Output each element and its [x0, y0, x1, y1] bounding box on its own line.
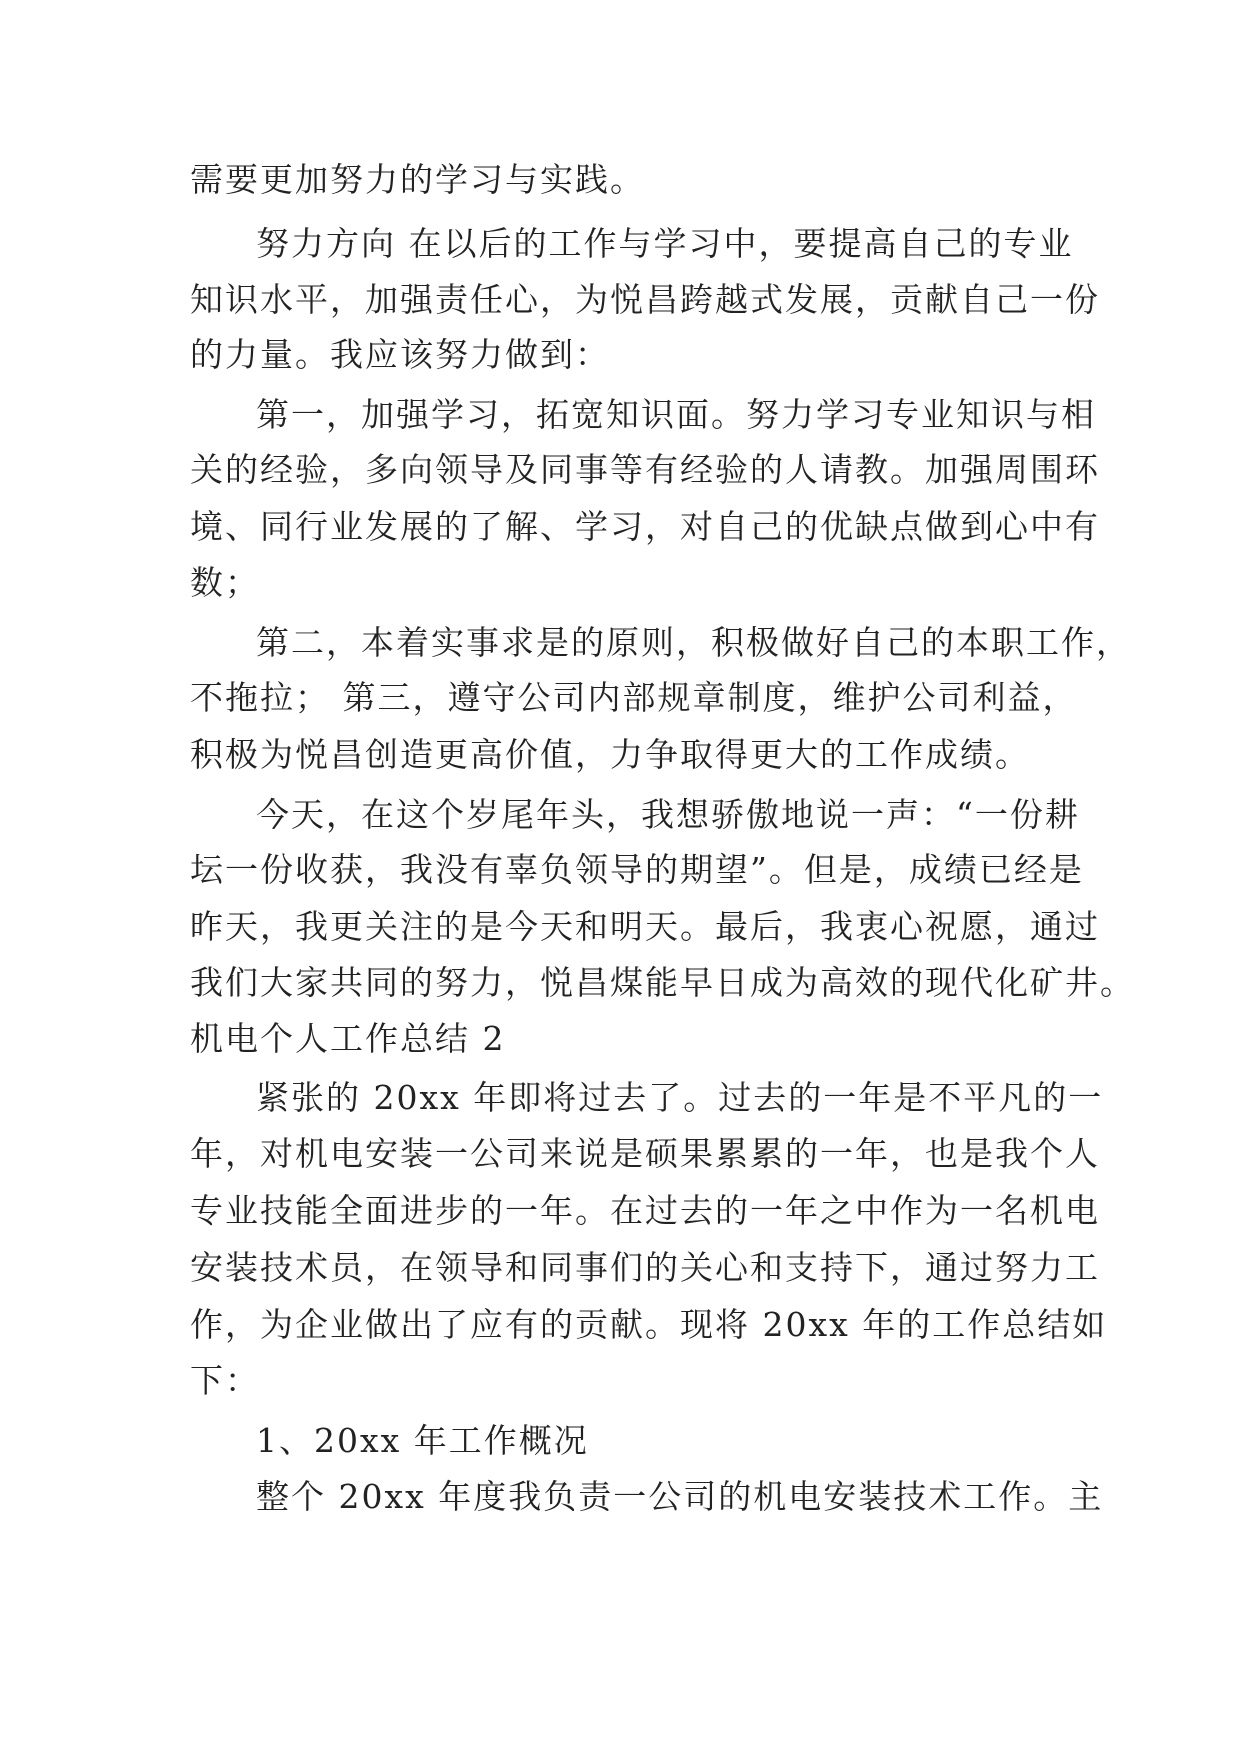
- text-line: 年，对机电安装一公司来说是硕果累累的一年，也是我个人: [190, 1134, 1100, 1173]
- text-line: 努力方向 在以后的工作与学习中，要提高自己的专业: [256, 224, 1074, 263]
- text-line: 整个 20xx 年度我负责一公司的机电安装技术工作。主: [256, 1477, 1104, 1516]
- list-item-heading: 1、20xx 年工作概况: [256, 1421, 589, 1460]
- text-line: 知识水平，加强责任心，为悦昌跨越式发展，贡献自己一份: [190, 280, 1100, 319]
- text-line: 我们大家共同的努力，悦昌煤能早日成为高效的现代化矿井。: [190, 963, 1135, 1002]
- text-line: 坛一份收获，我没有辜负领导的期望”。但是，成绩已经是: [190, 850, 1084, 889]
- text-line: 作，为企业做出了应有的贡献。现将 20xx 年的工作总结如: [190, 1305, 1108, 1344]
- text-line: 数；: [190, 563, 260, 602]
- text-line: 紧张的 20xx 年即将过去了。过去的一年是不平凡的一: [256, 1078, 1104, 1117]
- text-line: 关的经验，多向领导及同事等有经验的人请教。加强周围环: [190, 450, 1100, 489]
- text-line: 积极为悦昌创造更高价值，力争取得更大的工作成绩。: [190, 735, 1030, 774]
- text-line: 下：: [190, 1361, 260, 1400]
- text-line: 的力量。我应该努力做到：: [190, 335, 610, 374]
- text-line: 需要更加努力的学习与实践。: [190, 160, 645, 199]
- text-line: 第二，本着实事求是的原则，积极做好自己的本职工作，: [256, 623, 1131, 662]
- text-line: 第一，加强学习，拓宽知识面。努力学习专业知识与相: [256, 395, 1096, 434]
- text-line: 不拖拉； 第三，遵守公司内部规章制度，维护公司利益，: [190, 678, 1078, 717]
- text-line: 专业技能全面进步的一年。在过去的一年之中作为一名机电: [190, 1191, 1100, 1230]
- text-line: 今天，在这个岁尾年头，我想骄傲地说一声：“一份耕: [256, 795, 1080, 834]
- text-line: 境、同行业发展的了解、学习，对自己的优缺点做到心中有: [190, 507, 1100, 546]
- text-line: 安装技术员，在领导和同事们的关心和支持下，通过努力工: [190, 1248, 1100, 1287]
- text-line: 昨天，我更关注的是今天和明天。最后，我衷心祝愿，通过: [190, 907, 1100, 946]
- section-heading: 机电个人工作总结 2: [190, 1019, 506, 1058]
